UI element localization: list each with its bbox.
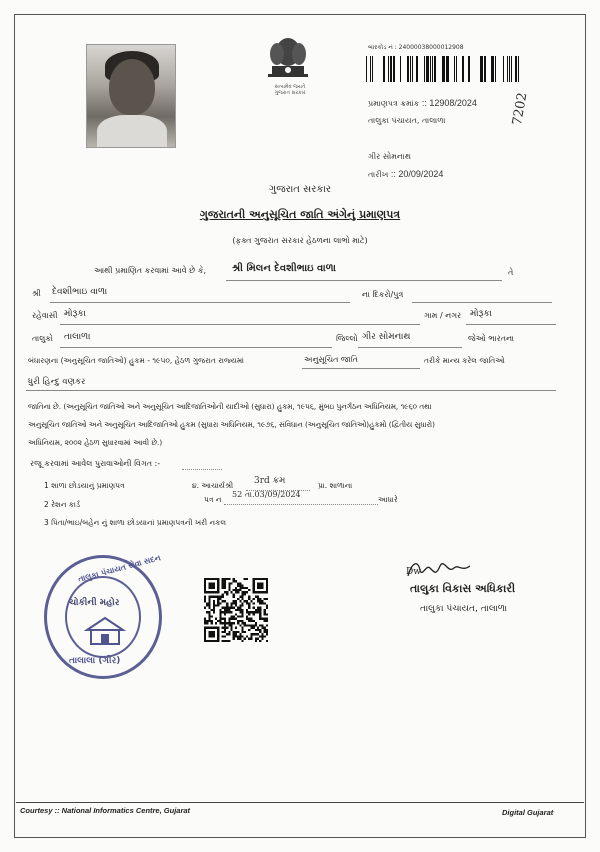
issue-date: તારીખ :: 20/09/2024 xyxy=(368,169,444,179)
applicant-photo xyxy=(86,44,176,148)
signature-mark: Dw xyxy=(406,567,421,577)
seal-building-icon xyxy=(83,614,127,648)
footer-brand: Digital Gujarat xyxy=(502,808,554,817)
intro-text: આથી પ્રમાણિત કરવામાં આવે છે કે, xyxy=(94,266,207,275)
relation-label: ના દિકરો/પુત્ર xyxy=(362,290,404,299)
cert-number: પ્રમાણપત્ર ક્રમાંક :: 12908/2024 xyxy=(368,98,477,108)
constitution-order-text: બંધારણના (અનુસૂચિત જાતિઓ) હુકમ - ૧૯૫૦, હેઠળ ગુજરાત રાજ્યમાં xyxy=(28,356,244,365)
letter-number-value: 52 તા.03/09/2024 xyxy=(232,490,301,499)
caste-category: અનુસૂચિત જાતિ xyxy=(304,355,358,364)
certificate-subtitle: (ફક્ત ગુજરાત સરકાર હેઠળના લાભો માટે) xyxy=(232,236,368,245)
issuing-office: તાલુકા પંચાયત, તાલાળા xyxy=(368,116,446,125)
shri-label: શ્રી xyxy=(32,289,41,298)
applicant-name: શ્રી મિલન દેવશીભાઇ વાળા xyxy=(232,263,336,274)
letter-number-label: પત્ર ન xyxy=(204,495,222,504)
district-value: ગીર સોમનાથ xyxy=(362,332,411,342)
village-value: મોરૂકા xyxy=(470,309,492,319)
taluka-value: તાલાળા xyxy=(64,332,91,342)
official-seal xyxy=(44,555,162,679)
footer-credit: Courtesy :: National Informatics Centre, Gujarat xyxy=(20,806,191,815)
evidence-heading: રજૂ કરવામાં આવેલ પુરાવાઓની વિગત :- xyxy=(30,459,161,468)
evidence-item-2: 2 રેશન કાર્ડ xyxy=(44,500,81,509)
officer-signature-icon xyxy=(404,556,474,582)
seal-top-text: તાલુકા પંચાયત સેવા સદન xyxy=(77,553,162,584)
resident-label: રહેવાસી xyxy=(32,311,58,320)
seal-center-text: ચોકીની મહોર xyxy=(69,598,120,608)
recognised-castes-text: તરીકે માન્ય કરેલ જાતિઓ xyxy=(424,356,505,365)
district-label: જિલ્લો xyxy=(336,334,358,343)
emblem-caption: સત્યમેવ જયતે ગુજરાત સરકાર xyxy=(274,84,306,96)
qr-code-icon xyxy=(204,577,268,643)
father-name: દેવશીભાઇ વાળા xyxy=(52,287,108,297)
barcode-number: બારકોડ નં : 24000038000012908 xyxy=(368,44,464,51)
barcode-icon xyxy=(366,56,530,82)
te-label: તે xyxy=(508,268,514,277)
evidence-item-1: 1 શાળા છોડયાનું પ્રમાણપત્ર xyxy=(44,481,125,490)
certificate-title: ગુજરાતની અનુસૂચિત જાતિ અંગેનું પ્રમાણપત્ર xyxy=(199,208,401,221)
evidence-item-4-value: 3rd ક્રમ xyxy=(254,476,286,486)
seal-bottom-text: તાલાલા (ગીર) xyxy=(69,656,121,666)
evidence-item-4-suffix: પ્રા. શાળાના xyxy=(318,481,353,490)
evidence-item-4-label: ૪. આચાર્યશ્રી xyxy=(192,481,234,490)
state-label: જેઓ ભારતના xyxy=(468,334,515,343)
national-emblem-icon xyxy=(258,30,318,84)
resident-value: મોરૂકા xyxy=(64,309,86,319)
government-title: ગુજરાત સરકાર xyxy=(268,184,332,195)
officer-title: તાલુકા વિકાસ અધિકારી xyxy=(410,582,516,595)
handwritten-number: 7202 xyxy=(510,91,531,127)
legal-paragraph: જાતિના છે. (અનુસૂચિત જાતિઓ અને અનુસૂચિત આદિજાતિઓની યાદીઓ (સુધારા) હુકમ, ૧૯૫૬, મુંબઇ પુનર્ગઠન અધિનિયમ, ૧૯૬૦ તથા અનુસૂચિત જાતિઓ અને અનુસૂચિત આદિજાતિઓ હુકમ (સુધારા અધિનિયમ, ૧૯૭૬, સંવિધાન (અનુસૂચિત જાતિઓ)હુકમો (દ્વિતીય સુધારો) અધિનિયમ, ૨૦૦૨ હેઠળ સુધારવામાં આવી છે.) xyxy=(28,402,435,447)
evidence-item-3: 3 પિતા/ભાઇ/બહેન નું શાળા છોડયાનાં પ્રમાણપત્રની ખરી નકલ xyxy=(44,518,227,527)
issuing-district: ગીર સોમનાથ xyxy=(368,152,411,161)
officer-office: તાલુકા પંચાયત, તાલાળા xyxy=(420,604,508,614)
caste-name: ધુરી હિન્દુ વણકર xyxy=(28,377,86,387)
taluka-label: તાલુકો xyxy=(32,334,53,343)
letter-number-suffix: આધારે xyxy=(378,495,398,504)
village-label: ગામ / નગર xyxy=(424,311,462,320)
